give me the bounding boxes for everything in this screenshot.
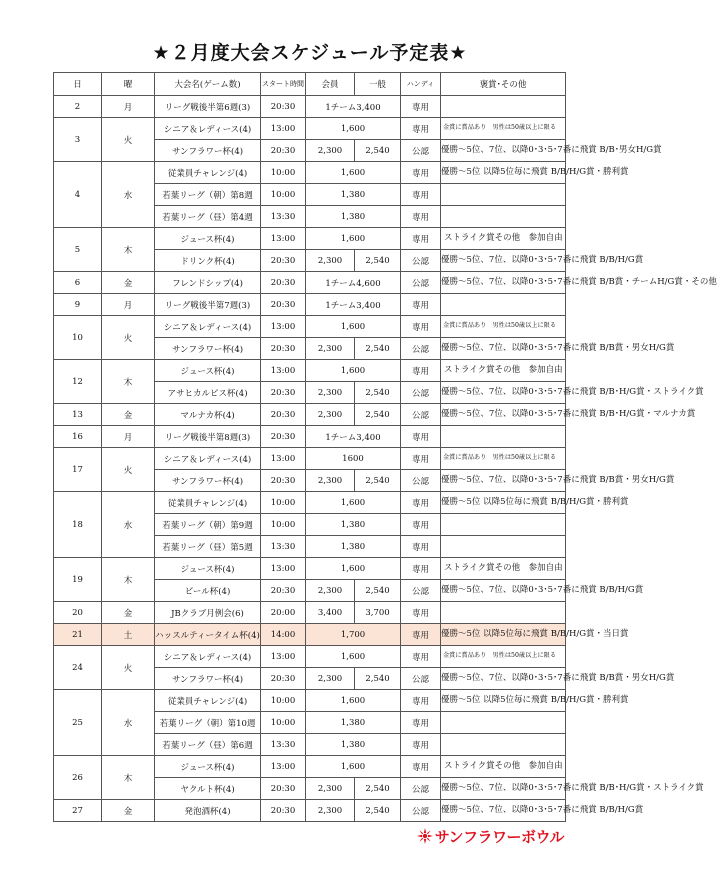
start-time-cell: 10:00 — [261, 162, 306, 184]
event-name-cell: ジュース杯(4) — [155, 756, 261, 778]
prize-cell: 優勝～5位、7位、以降0･3･5･7番に飛賞 B/B･男女H/G賞 — [441, 140, 566, 162]
prize-cell: 優勝～5位、7位、以降0･3･5･7番に飛賞 B/B賞・男女H/G賞 — [441, 668, 566, 690]
start-time-cell: 20:30 — [261, 470, 306, 492]
handicap-cell: 専用 — [401, 514, 441, 536]
fee-cell: 1,600 — [306, 646, 401, 668]
table-row — [54, 294, 566, 316]
event-name-cell: シニア＆レディース(4) — [155, 316, 261, 338]
event-name-cell: 従業員チャレンジ(4) — [155, 162, 261, 184]
handicap-cell: 専用 — [401, 206, 441, 228]
start-time-cell: 20:00 — [261, 602, 306, 624]
fee-cell: 1,600 — [306, 316, 401, 338]
prize-cell: 金賞に賞品あり 男性は50歳以上に限る — [441, 448, 566, 470]
table-row — [54, 448, 566, 470]
day-cell: 16 — [54, 426, 102, 448]
start-time-cell: 20:30 — [261, 800, 306, 822]
start-time-cell: 13:00 — [261, 316, 306, 338]
member-fee-cell: 2,300 — [306, 470, 355, 492]
header-event: 大会名(ゲーム数) — [155, 73, 261, 96]
fee-cell: 1600 — [306, 448, 401, 470]
event-name-cell: 若葉リーグ（朝）第10週 — [155, 712, 261, 734]
general-fee-cell: 2,540 — [355, 140, 401, 162]
page-title: ★２月度大会スケジュール予定表★ — [152, 42, 468, 64]
member-fee-cell: 2,300 — [306, 668, 355, 690]
start-time-cell: 10:00 — [261, 514, 306, 536]
table-row — [54, 690, 566, 712]
fee-cell: 1,380 — [306, 184, 401, 206]
fee-cell: 1,380 — [306, 514, 401, 536]
prize-cell: 優勝～5位 以降5位毎に飛賞 B/B/H/G賞・勝利賞 — [441, 690, 566, 712]
fee-cell: 1,380 — [306, 712, 401, 734]
table-row — [54, 272, 566, 294]
handicap-cell: 公認 — [401, 778, 441, 800]
start-time-cell: 20:30 — [261, 778, 306, 800]
start-time-cell: 13:00 — [261, 228, 306, 250]
fee-cell: 1,380 — [306, 206, 401, 228]
general-fee-cell: 2,540 — [355, 800, 401, 822]
handicap-cell: 公認 — [401, 404, 441, 426]
handicap-cell: 公認 — [401, 338, 441, 360]
event-name-cell: マルナカ杯(4) — [155, 404, 261, 426]
weekday-cell: 木 — [102, 756, 155, 800]
event-name-cell: 若葉リーグ（昼）第4週 — [155, 206, 261, 228]
fee-cell: 1,600 — [306, 492, 401, 514]
event-name-cell: サンフラワー杯(4) — [155, 668, 261, 690]
fee-cell: 1,600 — [306, 360, 401, 382]
header-row — [54, 73, 566, 96]
start-time-cell: 10:00 — [261, 712, 306, 734]
weekday-cell: 木 — [102, 360, 155, 404]
prize-cell — [441, 426, 566, 448]
prize-cell — [441, 184, 566, 206]
day-cell: 21 — [54, 624, 102, 646]
handicap-cell: 専用 — [401, 734, 441, 756]
day-cell: 24 — [54, 646, 102, 690]
brand-logo — [417, 826, 564, 846]
fee-cell: 1,380 — [306, 734, 401, 756]
start-time-cell: 20:30 — [261, 96, 306, 118]
table-row — [54, 404, 566, 426]
handicap-cell: 専用 — [401, 756, 441, 778]
table-row — [54, 162, 566, 184]
handicap-cell: 専用 — [401, 690, 441, 712]
table-row — [54, 492, 566, 514]
day-cell: 5 — [54, 228, 102, 272]
event-name-cell: 若葉リーグ（朝）第8週 — [155, 184, 261, 206]
event-name-cell: 若葉リーグ（昼）第5週 — [155, 536, 261, 558]
prize-cell: 優勝～5位 以降5位毎に飛賞 B/B/H/G賞・勝利賞 — [441, 162, 566, 184]
handicap-cell: 公認 — [401, 800, 441, 822]
general-fee-cell: 2,540 — [355, 382, 401, 404]
start-time-cell: 20:30 — [261, 404, 306, 426]
table-row — [54, 756, 566, 778]
member-fee-cell: 3,400 — [306, 602, 355, 624]
general-fee-cell: 2,540 — [355, 404, 401, 426]
schedule-table — [53, 72, 717, 822]
general-fee-cell: 2,540 — [355, 470, 401, 492]
table-row — [54, 118, 566, 140]
event-name-cell: ハッスルティータイム杯(4) — [155, 624, 261, 646]
prize-cell — [441, 206, 566, 228]
handicap-cell: 専用 — [401, 712, 441, 734]
weekday-cell: 火 — [102, 646, 155, 690]
handicap-cell: 専用 — [401, 360, 441, 382]
handicap-cell: 専用 — [401, 294, 441, 316]
handicap-cell: 専用 — [401, 492, 441, 514]
weekday-cell: 水 — [102, 690, 155, 756]
event-name-cell: リーグ戦後半第8週(3) — [155, 426, 261, 448]
start-time-cell: 13:00 — [261, 558, 306, 580]
header-day: 日 — [54, 73, 102, 96]
start-time-cell: 13:30 — [261, 734, 306, 756]
member-fee-cell: 2,300 — [306, 800, 355, 822]
prize-cell: ストライク賞その他 参加自由 — [441, 360, 566, 382]
table-row — [54, 624, 566, 646]
header-prize: 褒賞･その他 — [441, 73, 566, 96]
member-fee-cell: 2,300 — [306, 778, 355, 800]
header-weekday: 曜 — [102, 73, 155, 96]
handicap-cell: 専用 — [401, 426, 441, 448]
day-cell: 13 — [54, 404, 102, 426]
start-time-cell: 20:30 — [261, 338, 306, 360]
fee-cell: 1,600 — [306, 228, 401, 250]
event-name-cell: 若葉リーグ（昼）第6週 — [155, 734, 261, 756]
prize-cell — [441, 536, 566, 558]
prize-cell: ストライク賞その他 参加自由 — [441, 756, 566, 778]
table-row — [54, 800, 566, 822]
weekday-cell: 木 — [102, 228, 155, 272]
fee-cell: 1,380 — [306, 536, 401, 558]
day-cell: 6 — [54, 272, 102, 294]
weekday-cell: 金 — [102, 404, 155, 426]
start-time-cell: 20:30 — [261, 140, 306, 162]
event-name-cell: サンフラワー杯(4) — [155, 470, 261, 492]
prize-cell: 優勝～5位 以降5位毎に飛賞 B/B/H/G賞・勝利賞 — [441, 492, 566, 514]
event-name-cell: JBクラブ月例会(6) — [155, 602, 261, 624]
prize-cell: ストライク賞その他 参加自由 — [441, 228, 566, 250]
handicap-cell: 専用 — [401, 184, 441, 206]
start-time-cell: 20:30 — [261, 580, 306, 602]
prize-cell — [441, 602, 566, 624]
prize-cell: 優勝～5位、7位、以降0･3･5･7番に飛賞 B/B賞・男女H/G賞 — [441, 470, 566, 492]
event-name-cell: 発泡酒杯(4) — [155, 800, 261, 822]
event-name-cell: サンフラワー杯(4) — [155, 338, 261, 360]
event-name-cell: ドリンク杯(4) — [155, 250, 261, 272]
fee-cell: 1チーム3,400 — [306, 96, 401, 118]
event-name-cell: ジュース杯(4) — [155, 360, 261, 382]
table-row — [54, 96, 566, 118]
table-row — [54, 228, 566, 250]
event-name-cell: アサヒカルピス杯(4) — [155, 382, 261, 404]
event-name-cell: ジュース杯(4) — [155, 228, 261, 250]
event-name-cell: シニア＆レディース(4) — [155, 646, 261, 668]
table-row — [54, 316, 566, 338]
day-cell: 27 — [54, 800, 102, 822]
handicap-cell: 公認 — [401, 250, 441, 272]
start-time-cell: 20:30 — [261, 250, 306, 272]
weekday-cell: 水 — [102, 492, 155, 558]
prize-cell: 優勝～5位、7位、以降0･3･5･7番に飛賞 B/B･H/G賞・ストライク賞 — [441, 778, 566, 800]
header-start: スタート時間 — [261, 73, 306, 96]
member-fee-cell: 2,300 — [306, 404, 355, 426]
table-row — [54, 426, 566, 448]
weekday-cell: 金 — [102, 272, 155, 294]
handicap-cell: 専用 — [401, 448, 441, 470]
member-fee-cell: 2,300 — [306, 250, 355, 272]
prize-cell — [441, 294, 566, 316]
event-name-cell: サンフラワー杯(4) — [155, 140, 261, 162]
handicap-cell: 専用 — [401, 646, 441, 668]
header-handicap: ハンディ — [401, 73, 441, 96]
sunflower-icon — [417, 828, 433, 844]
event-name-cell: フレンドシップ(4) — [155, 272, 261, 294]
day-cell: 2 — [54, 96, 102, 118]
start-time-cell: 20:30 — [261, 382, 306, 404]
start-time-cell: 20:30 — [261, 272, 306, 294]
prize-cell: 優勝～5位、7位、以降0･3･5･7番に飛賞 B/B賞・チームH/G賞・その他 — [441, 272, 566, 294]
member-fee-cell: 2,300 — [306, 580, 355, 602]
header-general: 一般 — [355, 73, 401, 96]
fee-cell: 1チーム3,400 — [306, 426, 401, 448]
prize-cell: 優勝～5位、7位、以降0･3･5･7番に飛賞 B/B･H/G賞・マルナカ賞 — [441, 404, 566, 426]
prize-cell: 金賞に賞品あり 男性は50歳以上に限る — [441, 646, 566, 668]
prize-cell: 優勝～5位、7位、以降0･3･5･7番に飛賞 B/B/H/G賞 — [441, 800, 566, 822]
fee-cell: 1,600 — [306, 690, 401, 712]
day-cell: 3 — [54, 118, 102, 162]
fee-cell: 1,700 — [306, 624, 401, 646]
handicap-cell: 専用 — [401, 536, 441, 558]
event-name-cell: ヤクルト杯(4) — [155, 778, 261, 800]
header-member: 会員 — [306, 73, 355, 96]
start-time-cell: 20:30 — [261, 294, 306, 316]
handicap-cell: 専用 — [401, 316, 441, 338]
member-fee-cell: 2,300 — [306, 382, 355, 404]
event-name-cell: シニア＆レディース(4) — [155, 118, 261, 140]
event-name-cell: ビール杯(4) — [155, 580, 261, 602]
day-cell: 26 — [54, 756, 102, 800]
start-time-cell: 10:00 — [261, 184, 306, 206]
start-time-cell: 13:00 — [261, 756, 306, 778]
prize-cell: 金賞に賞品あり 男性は50歳以上に限る — [441, 118, 566, 140]
general-fee-cell: 3,700 — [355, 602, 401, 624]
event-name-cell: ジュース杯(4) — [155, 558, 261, 580]
fee-cell: 1,600 — [306, 118, 401, 140]
weekday-cell: 火 — [102, 316, 155, 360]
handicap-cell: 専用 — [401, 96, 441, 118]
day-cell: 10 — [54, 316, 102, 360]
prize-cell: 優勝～5位、7位、以降0･3･5･7番に飛賞 B/B/H/G賞 — [441, 250, 566, 272]
table-row — [54, 360, 566, 382]
weekday-cell: 月 — [102, 96, 155, 118]
day-cell: 9 — [54, 294, 102, 316]
start-time-cell: 13:30 — [261, 536, 306, 558]
member-fee-cell: 2,300 — [306, 140, 355, 162]
handicap-cell: 専用 — [401, 624, 441, 646]
handicap-cell: 専用 — [401, 558, 441, 580]
event-name-cell: 若葉リーグ（朝）第9週 — [155, 514, 261, 536]
prize-cell: 金賞に賞品あり 男性は50歳以上に限る — [441, 316, 566, 338]
fee-cell: 1チーム3,400 — [306, 294, 401, 316]
day-cell: 4 — [54, 162, 102, 228]
prize-cell — [441, 514, 566, 536]
start-time-cell: 20:30 — [261, 426, 306, 448]
start-time-cell: 10:00 — [261, 690, 306, 712]
day-cell: 19 — [54, 558, 102, 602]
event-name-cell: 従業員チャレンジ(4) — [155, 690, 261, 712]
weekday-cell: 月 — [102, 294, 155, 316]
prize-cell — [441, 712, 566, 734]
start-time-cell: 13:30 — [261, 206, 306, 228]
table-row — [54, 602, 566, 624]
prize-cell: 優勝～5位 以降5位毎に飛賞 B/B/H/G賞・当日賞 — [441, 624, 566, 646]
handicap-cell: 専用 — [401, 602, 441, 624]
weekday-cell: 金 — [102, 800, 155, 822]
prize-cell: ストライク賞その他 参加自由 — [441, 558, 566, 580]
handicap-cell: 公認 — [401, 668, 441, 690]
day-cell: 25 — [54, 690, 102, 756]
event-name-cell: 従業員チャレンジ(4) — [155, 492, 261, 514]
handicap-cell: 公認 — [401, 470, 441, 492]
weekday-cell: 月 — [102, 426, 155, 448]
table-row — [54, 558, 566, 580]
day-cell: 12 — [54, 360, 102, 404]
start-time-cell: 10:00 — [261, 492, 306, 514]
event-name-cell: シニア＆レディース(4) — [155, 448, 261, 470]
general-fee-cell: 2,540 — [355, 338, 401, 360]
general-fee-cell: 2,540 — [355, 250, 401, 272]
prize-cell: 優勝～5位、7位、以降0･3･5･7番に飛賞 B/B賞・男女H/G賞 — [441, 338, 566, 360]
day-cell: 18 — [54, 492, 102, 558]
start-time-cell: 13:00 — [261, 118, 306, 140]
general-fee-cell: 2,540 — [355, 778, 401, 800]
weekday-cell: 水 — [102, 162, 155, 228]
logo-text: サンフラワーボウル — [434, 827, 564, 846]
start-time-cell: 14:00 — [261, 624, 306, 646]
handicap-cell: 公認 — [401, 140, 441, 162]
fee-cell: 1,600 — [306, 162, 401, 184]
event-name-cell: リーグ戦後半第6週(3) — [155, 96, 261, 118]
fee-cell: 1,600 — [306, 558, 401, 580]
day-cell: 20 — [54, 602, 102, 624]
start-time-cell: 13:00 — [261, 360, 306, 382]
handicap-cell: 公認 — [401, 580, 441, 602]
weekday-cell: 木 — [102, 558, 155, 602]
weekday-cell: 土 — [102, 624, 155, 646]
start-time-cell: 20:30 — [261, 668, 306, 690]
weekday-cell: 火 — [102, 118, 155, 162]
fee-cell: 1チーム4,600 — [306, 272, 401, 294]
start-time-cell: 13:00 — [261, 646, 306, 668]
weekday-cell: 火 — [102, 448, 155, 492]
member-fee-cell: 2,300 — [306, 338, 355, 360]
handicap-cell: 公認 — [401, 272, 441, 294]
start-time-cell: 13:00 — [261, 448, 306, 470]
prize-cell — [441, 96, 566, 118]
fee-cell: 1,600 — [306, 756, 401, 778]
general-fee-cell: 2,540 — [355, 580, 401, 602]
prize-cell: 優勝～5位、7位、以降0･3･5･7番に飛賞 B/B･H/G賞・ストライク賞 — [441, 382, 566, 404]
event-name-cell: リーグ戦後半第7週(3) — [155, 294, 261, 316]
table-row — [54, 646, 566, 668]
general-fee-cell: 2,540 — [355, 668, 401, 690]
handicap-cell: 専用 — [401, 162, 441, 184]
day-cell: 17 — [54, 448, 102, 492]
handicap-cell: 専用 — [401, 118, 441, 140]
weekday-cell: 金 — [102, 602, 155, 624]
prize-cell: 優勝～5位、7位、以降0･3･5･7番に飛賞 B/B/H/G賞 — [441, 580, 566, 602]
prize-cell — [441, 734, 566, 756]
handicap-cell: 専用 — [401, 228, 441, 250]
handicap-cell: 公認 — [401, 382, 441, 404]
